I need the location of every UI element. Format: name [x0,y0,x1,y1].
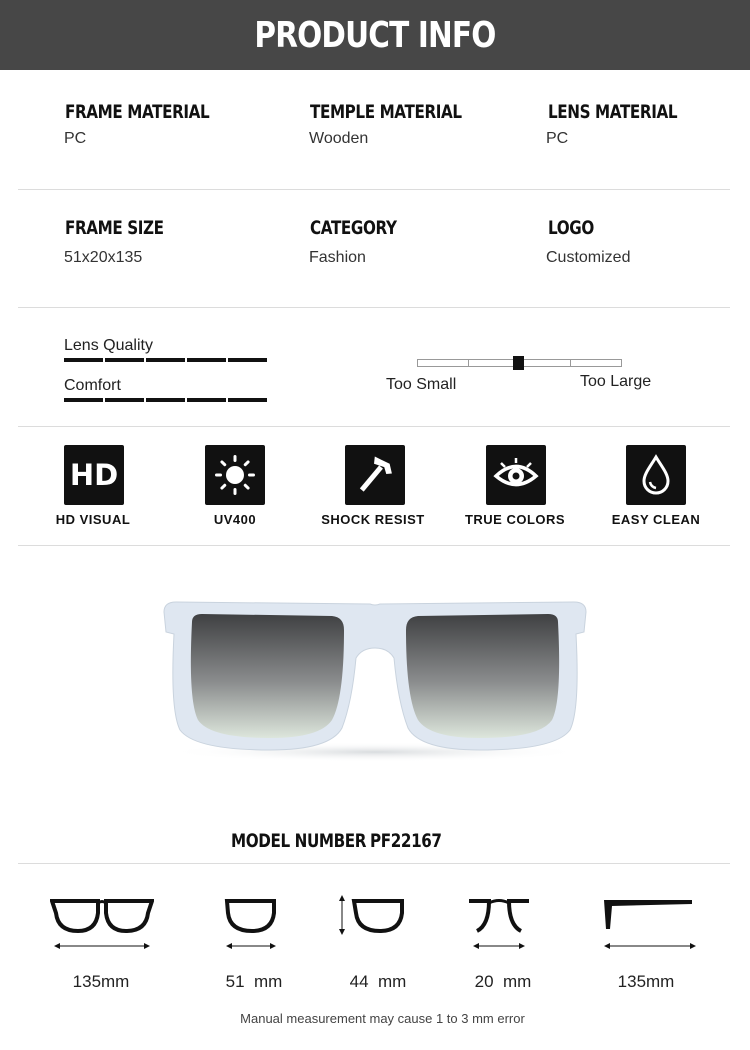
sun-icon [205,445,265,505]
bridge-width-icon [467,895,531,955]
temple-material-value: Wooden [309,130,369,147]
frame-width-icon [50,895,154,955]
rating-segment [146,398,185,402]
temple-material-label: TEMPLE MATERIAL [310,101,462,123]
rating-segment [187,398,226,402]
frame-size-label: FRAME SIZE [65,217,164,239]
lens-width-value: 51 mm [225,972,283,991]
hd-icon-text: HD [69,458,119,492]
divider [18,426,730,427]
temple-length-icon [602,895,698,955]
frame-width-value: 135mm [72,972,130,991]
lens-width-icon [224,895,278,955]
temple-length-value: 135mm [617,972,675,991]
hammer-icon [345,445,405,505]
lens-height-value: 44 mm [349,972,407,991]
too-large-label: Too Large [580,373,652,390]
lens-height-icon [334,893,408,939]
rating-segment [187,358,226,362]
scale-tick [570,360,571,366]
divider [18,545,730,546]
rating-segment [228,398,267,402]
hd-icon [64,445,124,505]
too-small-label: Too Small [386,376,457,393]
category-value: Fashion [309,249,366,266]
true-colors-label: TRUE COLORS [464,512,566,527]
category-label: CATEGORY [310,217,397,239]
divider [18,189,730,190]
rating-segment [146,358,185,362]
lens-material-value: PC [546,130,569,147]
rating-segment [64,398,103,402]
model-number-value: PF22167 [370,830,442,852]
comfort-label: Comfort [64,377,121,394]
uv400-label: UV400 [213,512,257,527]
page-title: PRODUCT INFO [254,15,496,56]
rating-segment [105,358,144,362]
lens-material-label: LENS MATERIAL [548,101,678,123]
lens-quality-label: Lens Quality [64,337,153,354]
hd-visual-label: HD VISUAL [55,512,131,527]
shock-resist-label: SHOCK RESIST [321,512,425,527]
sunglasses-image [150,590,600,770]
rating-segment [105,398,144,402]
logo-value: Customized [546,249,631,266]
measurement-note: Manual measurement may cause 1 to 3 mm error [240,1011,525,1026]
divider [18,863,730,864]
comfort-bar [64,398,267,402]
rating-segment [64,358,103,362]
scale-tick [468,360,469,366]
frame-material-label: FRAME MATERIAL [65,101,210,123]
frame-size-value: 51x20x135 [64,249,143,266]
lens-quality-bar [64,358,267,362]
easy-clean-label: EASY CLEAN [611,512,701,527]
logo-label: LOGO [548,217,594,239]
water-drop-icon [626,445,686,505]
bridge-width-value: 20 mm [474,972,532,991]
model-number-label: MODEL NUMBER [231,830,367,852]
frame-material-value: PC [64,130,87,147]
size-scale-marker [513,356,524,370]
header-banner [0,0,750,70]
rating-segment [228,358,267,362]
divider [18,307,730,308]
eye-icon [486,445,546,505]
